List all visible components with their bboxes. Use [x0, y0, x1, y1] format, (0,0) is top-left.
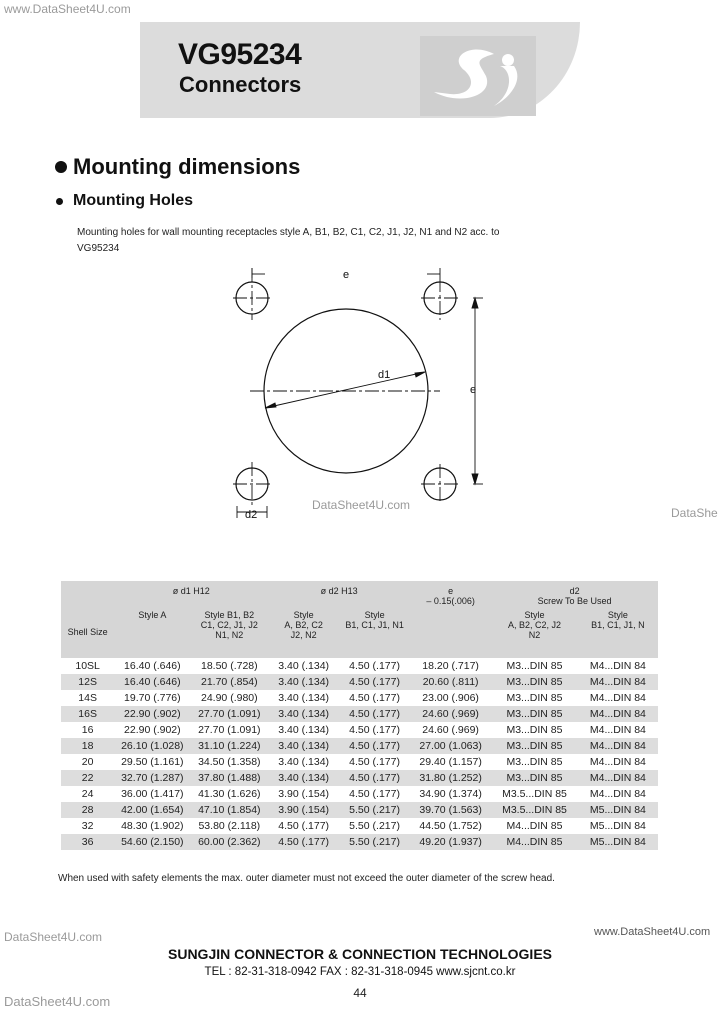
table-cell: M4...DIN 84 — [589, 660, 646, 672]
watermark-footer: DataSheet4U.com — [4, 994, 111, 1009]
col-screw-style-a-line1: Style — [524, 610, 545, 620]
table-cell: 5.50 (.217) — [339, 802, 410, 818]
col-screw-style-a-line3: N2 — [528, 630, 541, 640]
table-row — [61, 786, 658, 802]
table-cell: M3...DIN 85 — [491, 770, 578, 786]
table-cell: 16S — [61, 706, 114, 722]
table-cell: 4.50 (.177) — [339, 738, 410, 754]
intro-line-2: VG95234 — [77, 243, 120, 254]
table-cell: 27.70 (1.091) — [198, 724, 261, 736]
watermark-right-bottom: www.DataSheet4U.com — [594, 926, 711, 938]
table-cell: 3.40 (.134) — [278, 692, 330, 704]
col-d1-style-b-line1: Style B1, B2 — [204, 610, 255, 620]
col-e — [410, 581, 491, 658]
table-cell: M4...DIN 84 — [578, 738, 658, 754]
col-d2-style-a — [268, 606, 339, 658]
page-number: 44 — [353, 986, 367, 1000]
intro-line-1: Mounting holes for wall mounting receptacles style A, B1, B2, C1, C2, J1, J2, N1 and N2 acc. to — [77, 227, 500, 238]
table-cell: 4.50 (.177) — [349, 692, 400, 704]
table-cell: 4.50 (.177) — [339, 770, 410, 786]
watermark-middle: DataSheet4U.com — [312, 498, 411, 512]
table-cell: 3.90 (.154) — [278, 788, 330, 800]
table-cell: 16.40 (.646) — [114, 674, 190, 690]
table-cell: M3...DIN 85 — [491, 738, 578, 754]
table-cell: 3.90 (.154) — [268, 802, 339, 818]
table-cell: 12S — [61, 674, 114, 690]
dim-label-e-side: e — [470, 384, 477, 396]
table-cell: 22.90 (.902) — [114, 706, 190, 722]
table-cell: 39.70 (1.563) — [410, 802, 491, 818]
table-cell: 37.80 (1.488) — [190, 770, 268, 786]
dim-label-d2: d2 — [245, 509, 258, 521]
table-cell: 49.20 (1.937) — [410, 834, 491, 850]
page-subtitle: Connectors — [179, 72, 302, 97]
dimensions-table — [61, 581, 658, 850]
table-cell: 4.50 (.177) — [339, 674, 410, 690]
section-heading — [55, 154, 300, 180]
table-cell: 4.50 (.177) — [268, 834, 339, 850]
table-cell: 4.50 (.177) — [349, 788, 400, 800]
col-e-line1: e — [448, 586, 454, 596]
d1-dimension-line — [265, 372, 425, 408]
table-cell: 10SL — [75, 660, 100, 672]
table-cell: 4.50 (.177) — [339, 706, 410, 722]
table-cell: 23.00 (.906) — [422, 692, 479, 704]
table-cell: M3...DIN 85 — [506, 756, 563, 768]
table-cell: 53.80 (2.118) — [198, 820, 261, 832]
table-cell: 3.40 (.134) — [268, 706, 339, 722]
table-row — [61, 722, 658, 738]
table-cell: 18 — [61, 738, 114, 754]
table-cell: M3...DIN 85 — [491, 674, 578, 690]
dim-label-d1: d1 — [378, 369, 391, 381]
col-screw-style-a — [491, 606, 578, 658]
table-cell: 3.40 (.134) — [268, 770, 339, 786]
table-cell: 5.50 (.217) — [349, 820, 400, 832]
bullet-icon — [56, 198, 63, 205]
table-cell: 34.50 (1.358) — [198, 756, 261, 768]
table-cell: 4.50 (.177) — [278, 820, 330, 832]
table-cell: M3.5...DIN 85 — [491, 802, 578, 818]
table-cell: 42.00 (1.654) — [114, 802, 190, 818]
col-d1-style-b-line3: N1, N2 — [215, 630, 244, 640]
table-cell: 44.50 (1.752) — [419, 820, 482, 832]
table-cell: 3.40 (.134) — [278, 724, 330, 736]
table-cell: 16 — [81, 724, 94, 736]
col-screw-line1: d2 — [569, 586, 580, 596]
table-row — [61, 738, 658, 754]
table-cell: M3...DIN 85 — [506, 724, 563, 736]
table-cell: M3.5...DIN 85 — [502, 788, 567, 800]
col-screw-style-a-line2: A, B2, C2, J2 — [507, 620, 561, 630]
table-row — [61, 802, 658, 818]
col-d1-style-b — [190, 606, 268, 658]
col-shell-blank — [61, 581, 114, 606]
bullet-icon — [55, 161, 67, 173]
table-cell: 27.70 (1.091) — [190, 706, 268, 722]
table-cell: M4...DIN 84 — [578, 770, 658, 786]
table-cell: 18.50 (.728) — [201, 660, 258, 672]
col-d1-style-a: Style A — [114, 606, 190, 658]
table-cell: 32.70 (1.287) — [114, 770, 190, 786]
col-d2-style-a-line2: A, B2, C2 — [284, 620, 323, 630]
table-cell: 5.50 (.217) — [339, 834, 410, 850]
table-cell: 26.10 (1.028) — [114, 738, 190, 754]
table-row — [61, 690, 658, 706]
table-header-row-1 — [61, 581, 658, 606]
table-cell: M3...DIN 85 — [506, 692, 563, 704]
table-cell: 19.70 (.776) — [124, 692, 181, 704]
watermark-top: www.DataSheet4U.com — [4, 2, 131, 16]
watermark-right: DataShe — [671, 506, 718, 520]
table-cell: 4.50 (.177) — [349, 660, 400, 672]
table-cell: 29.50 (1.161) — [121, 756, 184, 768]
table-cell: 34.90 (1.374) — [419, 788, 482, 800]
col-screw-style-b — [578, 606, 658, 658]
company-name: SUNGJIN CONNECTOR & CONNECTION TECHNOLOGIES — [168, 946, 552, 962]
table-cell: M5...DIN 84 — [589, 820, 646, 832]
table-row — [61, 658, 658, 674]
table-cell: 24 — [81, 788, 94, 800]
table-cell: M4...DIN 85 — [506, 820, 563, 832]
table-cell: 47.10 (1.854) — [190, 802, 268, 818]
intro-paragraph — [77, 225, 517, 257]
mounting-holes-drawing — [225, 260, 495, 530]
table-header-row-2 — [61, 606, 658, 658]
company-contact: TEL : 82-31-318-0942 FAX : 82-31-318-0945 www.sjcnt.co.kr — [204, 966, 516, 978]
col-d1-style-b-line2: C1, C2, J1, J2 — [200, 620, 258, 630]
table-cell: M5...DIN 84 — [578, 802, 658, 818]
table-cell: M3...DIN 85 — [506, 660, 563, 672]
table-cell: 3.40 (.134) — [268, 674, 339, 690]
col-screw-style-b-line1: Style — [607, 610, 628, 620]
table-cell: M4...DIN 85 — [491, 834, 578, 850]
col-d2-style-a-line1: Style — [293, 610, 314, 620]
table-cell: M4...DIN 84 — [589, 692, 646, 704]
table-cell: 54.60 (2.150) — [114, 834, 190, 850]
table-cell: 3.40 (.134) — [268, 738, 339, 754]
table-row — [61, 754, 658, 770]
table-cell: 29.40 (1.157) — [419, 756, 482, 768]
table-cell: 24.60 (.969) — [422, 724, 479, 736]
table-cell: M4...DIN 84 — [578, 674, 658, 690]
page-title: VG95234 — [178, 38, 302, 71]
table-row — [61, 674, 658, 690]
table-cell: M4...DIN 84 — [578, 706, 658, 722]
section-heading-text: Mounting dimensions — [73, 154, 301, 179]
table-cell: 28 — [61, 802, 114, 818]
col-e-line2: – 0.15(.006) — [426, 596, 475, 606]
col-d2-style-b-line2: B1, C1, J1, N1 — [345, 620, 404, 630]
table-cell: 31.10 (1.224) — [190, 738, 268, 754]
table-cell: M3...DIN 85 — [491, 706, 578, 722]
col-screw-line2: Screw To Be Used — [537, 596, 612, 606]
section-subheading — [56, 192, 193, 210]
table-cell: 18.20 (.717) — [422, 660, 479, 672]
table-cell: M4...DIN 84 — [589, 756, 646, 768]
table-cell: 36 — [61, 834, 114, 850]
col-d2-style-a-line3: J2, N2 — [290, 630, 317, 640]
table-cell: 20.60 (.811) — [410, 674, 491, 690]
watermark-left-bottom: DataSheet4U.com — [4, 930, 103, 944]
table-cell: 14S — [78, 692, 97, 704]
table-cell: 16.40 (.646) — [124, 660, 181, 672]
table-cell: 48.30 (1.902) — [121, 820, 184, 832]
table-cell: M4...DIN 84 — [589, 788, 646, 800]
col-screw-group — [491, 581, 658, 606]
table-cell: M4...DIN 84 — [589, 724, 646, 736]
table-cell: 31.80 (1.252) — [410, 770, 491, 786]
table-cell: 22 — [61, 770, 114, 786]
table-cell: 60.00 (2.362) — [190, 834, 268, 850]
table-cell: 21.70 (.854) — [190, 674, 268, 690]
table-cell: 3.40 (.134) — [278, 756, 330, 768]
table-cell: 32 — [81, 820, 94, 832]
col-screw-style-b-line2: B1, C1, J1, N — [591, 620, 645, 630]
table-cell: 4.50 (.177) — [349, 724, 400, 736]
table-row — [61, 770, 658, 786]
col-d2-style-b-line1: Style — [364, 610, 385, 620]
table-cell: 22.90 (.902) — [124, 724, 181, 736]
table-row — [61, 834, 658, 850]
table-note: When used with safety elements the max. outer diameter must not exceed the outer diameter of the screw head. — [58, 873, 555, 884]
table-cell: 36.00 (1.417) — [121, 788, 184, 800]
table-cell: 3.40 (.134) — [278, 660, 330, 672]
section-subheading-text: Mounting Holes — [73, 192, 193, 209]
table-cell: M5...DIN 84 — [578, 834, 658, 850]
table-cell: 24.90 (.980) — [201, 692, 258, 704]
table-body — [61, 658, 658, 850]
company-logo — [420, 36, 536, 116]
table-cell: 4.50 (.177) — [349, 756, 400, 768]
col-d2-group: ø d2 H13 — [268, 581, 410, 606]
table-cell: 41.30 (1.626) — [198, 788, 261, 800]
col-d2-style-b — [339, 606, 410, 658]
table-cell: 24.60 (.969) — [410, 706, 491, 722]
table-row — [61, 818, 658, 834]
col-d1-group: ø d1 H12 — [114, 581, 268, 606]
table-cell: 20 — [81, 756, 94, 768]
table-cell: 27.00 (1.063) — [410, 738, 491, 754]
dim-label-e-top: e — [343, 269, 350, 281]
col-shell-size: Shell Size — [61, 606, 114, 658]
table-row — [61, 706, 658, 722]
